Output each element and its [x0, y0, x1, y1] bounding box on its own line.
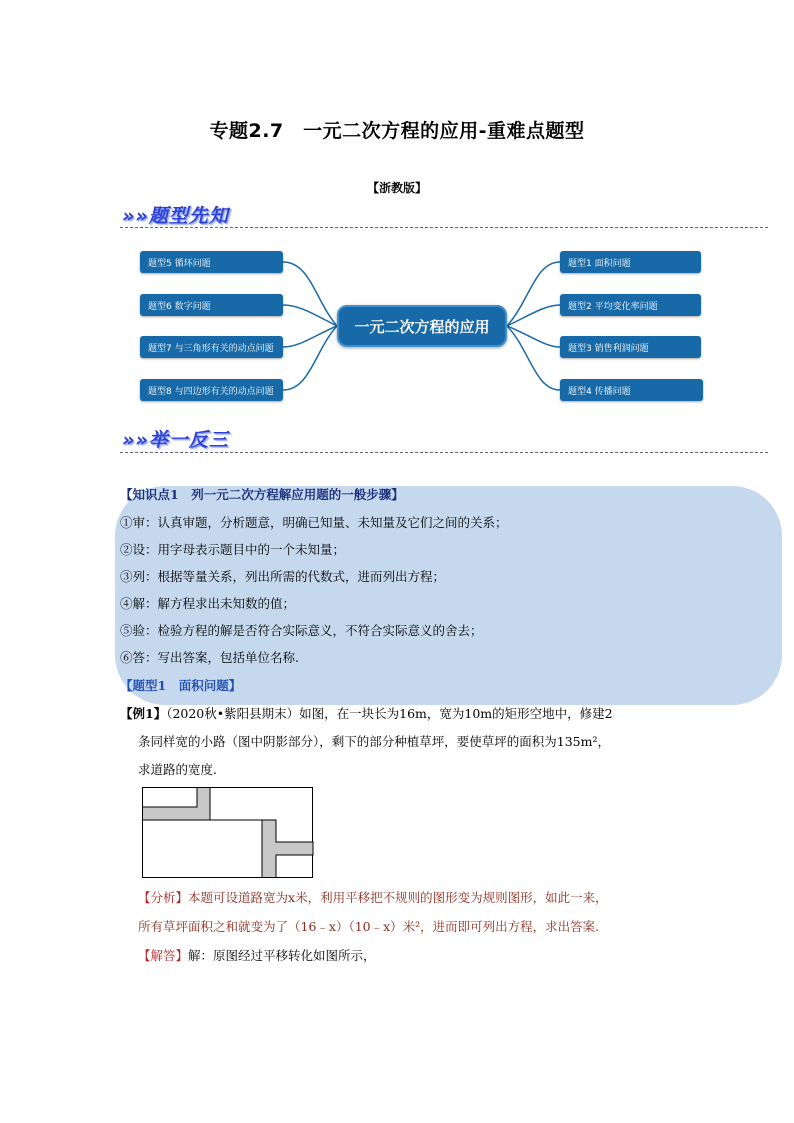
- analysis-label: 【分析】: [138, 890, 189, 905]
- road-figure: [142, 787, 314, 879]
- example-line-2: 条同样宽的小路（图中阴影部分），剩下的部分种植草坪，要使草坪的面积为135m²，: [138, 734, 610, 749]
- edition-label: 【浙教版】: [366, 181, 427, 195]
- knowledge-step-1: ①审：认真审题，分析题意，明确已知量、未知量及它们之间的关系；: [120, 515, 508, 530]
- section-heading-overview: »»题型先知: [122, 205, 229, 227]
- page-title: 专题2.7 一元二次方程的应用-重难点题型: [209, 120, 585, 142]
- mind-map-node-type1: 题型1 面积问题: [560, 251, 701, 273]
- solution-text: 解：原图经过平移转化如图所示，: [188, 948, 376, 963]
- topic-heading: 【题型1 面积问题】: [120, 678, 242, 693]
- analysis-text-1: 本题可设道路宽为x米，利用平移把不规则的图形变为规则图形，如此一来，: [188, 890, 608, 905]
- section-divider: [120, 452, 768, 453]
- knowledge-heading: 【知识点1 列一元二次方程解应用题的一般步骤】: [120, 487, 404, 502]
- example-line-3: 求道路的宽度.: [138, 762, 217, 777]
- solution-line: [138, 946, 376, 964]
- example-label: 【例1】: [120, 706, 167, 721]
- solution-label: 【解答】: [138, 948, 189, 963]
- knowledge-step-5: ⑤验：检验方程的解是否符合实际意义，不符合实际意义的舍去；: [120, 623, 483, 638]
- mind-map-node-type4: 题型4 传播问题: [560, 379, 703, 401]
- mind-map-node-type7: 题型7 与三角形有关的动点问题: [140, 336, 283, 358]
- example-line-1: [120, 704, 613, 722]
- knowledge-step-2: ②设：用字母表示题目中的一个未知量；: [120, 542, 346, 557]
- analysis-line-1: [138, 888, 608, 906]
- mind-map-node-type5: 题型5 循环问题: [140, 251, 283, 273]
- section-heading-practice: »»举一反三: [122, 429, 229, 451]
- knowledge-step-3: ③列：根据等量关系，列出所需的代数式，进而列出方程；: [120, 569, 446, 584]
- analysis-line-2: 所有草坪面积之和就变为了（16﹣x）（10﹣x）米²，进而即可列出方程，求出答案.: [138, 919, 600, 934]
- mind-map-node-type3: 题型3 销售利润问题: [560, 336, 701, 358]
- mind-map-center: 一元二次方程的应用: [337, 305, 507, 347]
- mind-map-node-type8: 题型8 与四边形有关的动点问题: [140, 379, 283, 401]
- example-text-1: （2020秋•紫阳县期末）如图，在一块长为16m，宽为10m的矩形空地中，修建2: [166, 706, 613, 721]
- mind-map-node-type2: 题型2 平均变化率问题: [560, 294, 701, 316]
- knowledge-step-4: ④解：解方程求出未知数的值；: [120, 596, 296, 611]
- knowledge-step-6: ⑥答：写出答案，包括单位名称.: [120, 650, 299, 665]
- mind-map-node-type6: 题型6 数字问题: [140, 294, 283, 316]
